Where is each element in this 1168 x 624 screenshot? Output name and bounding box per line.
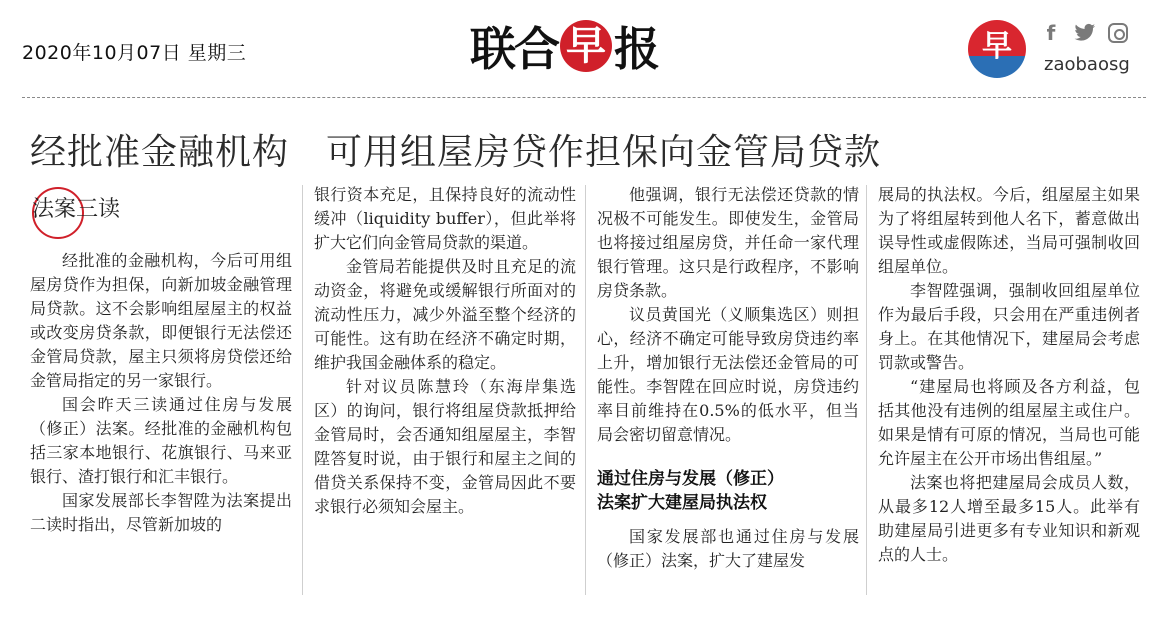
masthead-zao-mark: 早 bbox=[560, 20, 612, 72]
social-block bbox=[968, 20, 1148, 80]
instagram-icon[interactable] bbox=[1108, 23, 1128, 43]
paragraph: 议员黄国光（义顺集选区）则担心，经济不确定可能导致房贷违约率上升，增加银行无法偿还金管局的可能性。李智陞在回应时说，房贷违约率目前维持在0.5%的低水平，但当局会密切留意情况。 bbox=[597, 305, 859, 444]
paragraph: 李智陞强调，强制收回组屋单位作为最后手段，只会用在严重违例者身上。在其他情况下，建屋局会考虑罚款或警告。 bbox=[878, 281, 1140, 372]
paragraph: 金管局若能提供及时且充足的流动资金，将避免或缓解银行所面对的流动性压力，减少外溢至整个经济的可能性。这有助在经济不确定时期，维护我国金融体系的稳定。 bbox=[314, 257, 576, 372]
paragraph: 法案也将把建屋局会成员人数，从最多12人增至最多15人。此举有助建屋局引进更多有专业知识和新观点的人士。 bbox=[878, 473, 1140, 564]
paragraph: 国会昨天三读通过住房与发展（修正）法案。经批准的金融机构包括三家本地银行、花旗银行、马来亚银行、渣打银行和汇丰银行。 bbox=[30, 395, 292, 486]
paragraph: 针对议员陈慧玲（东海岸集选区）的询问，银行将组屋贷款抵押给金管局时，会否通知组屋屋主，李智陞答复时说，由于银行和屋主之间的借贷关系保持不变，金管局因此不要求银行必须知会屋主。 bbox=[314, 377, 576, 516]
masthead-text-post: 报 bbox=[614, 22, 658, 76]
paragraph: 经批准的金融机构，今后可用组屋房贷作为担保，向新加坡金融管理局贷款。这不会影响组屋屋主的权益或改变房贷条款，即便银行无法偿还金管局贷款，屋主只须将房贷偿还给金管局指定的另一家银行。 bbox=[30, 251, 292, 390]
section-subheading bbox=[597, 467, 859, 515]
paragraph: 国家发展部长李智陞为法案提出二读时指出，尽管新加坡的 bbox=[30, 491, 292, 534]
article-headline: 经批准金融机构 可用组屋房贷作担保向金管局贷款 bbox=[30, 132, 882, 173]
facebook-icon[interactable]: f bbox=[1046, 21, 1056, 45]
paragraph-continued: 银行资本充足，且保持良好的流动性缓冲（liquidity buffer），但此举将扩大它们向金管局贷款的渠道。 bbox=[314, 185, 576, 252]
zaobao-logo-badge[interactable]: 早 bbox=[968, 20, 1026, 78]
publication-date: 2020年10月07日 星期三 bbox=[22, 42, 247, 64]
masthead-text-pre: 联合 bbox=[470, 22, 558, 76]
paragraph: “建屋局也将顾及各方利益，包括其他没有违例的组屋屋主或住户。如果是情有可原的情况，当局也可能允许屋主在公开市场出售组屋。” bbox=[878, 377, 1140, 468]
twitter-icon-svg bbox=[1074, 23, 1096, 43]
article-column-3 bbox=[597, 183, 859, 573]
social-handle[interactable]: zaobaosg bbox=[1044, 54, 1130, 75]
subheading-line: 法案扩大建屋局执法权 bbox=[597, 493, 767, 513]
kicker bbox=[30, 183, 292, 237]
paragraph-continued: 展局的执法权。今后，组屋屋主如果为了将组屋转到他人名下，蓄意做出误导性或虚假陈述，当局可强制收回组屋单位。 bbox=[878, 185, 1140, 276]
column-divider bbox=[585, 185, 586, 595]
header-divider bbox=[22, 97, 1146, 98]
kicker-text: 法案三读 bbox=[32, 197, 121, 222]
column-divider bbox=[866, 185, 867, 595]
twitter-icon[interactable] bbox=[1074, 22, 1096, 44]
subheading-line: 通过住房与发展（修正） bbox=[597, 469, 784, 489]
article-column-1 bbox=[30, 183, 292, 537]
paragraph: 国家发展部也通过住房与发展（修正）法案，扩大了建屋发 bbox=[597, 527, 859, 570]
social-icons bbox=[1040, 22, 1128, 44]
paragraph: 他强调，银行无法偿还贷款的情况极不可能发生。即使发生，金管局也将接过组屋房贷，并任命一家代理银行管理。这只是行政程序，不影响房贷条款。 bbox=[597, 185, 859, 300]
article-column-4 bbox=[878, 183, 1140, 567]
masthead-logo[interactable] bbox=[470, 14, 658, 78]
article-column-2 bbox=[314, 183, 576, 519]
column-divider bbox=[302, 185, 303, 595]
